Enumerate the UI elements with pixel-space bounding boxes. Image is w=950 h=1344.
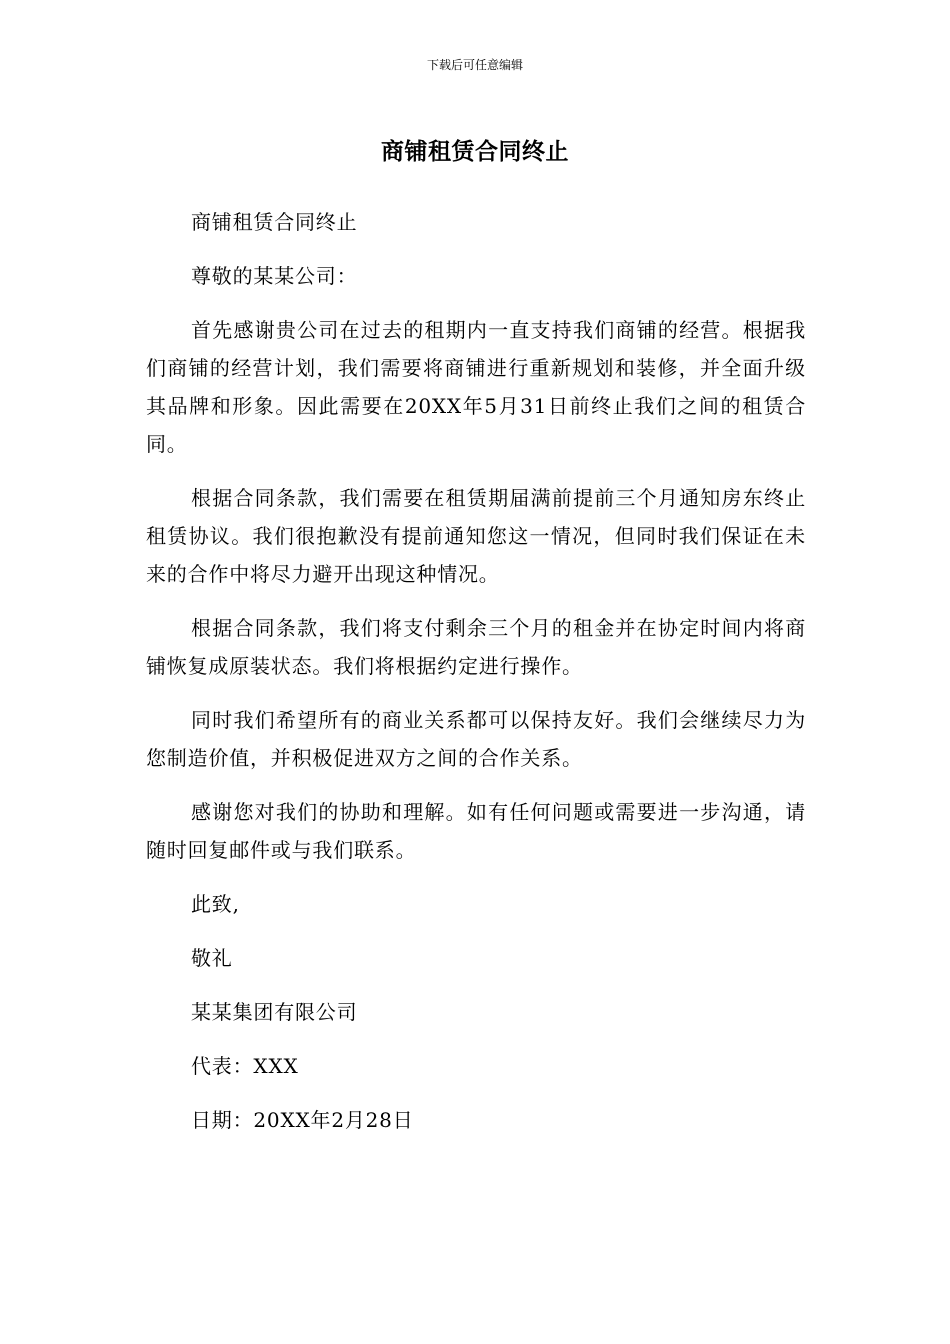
document-subtitle: 商铺租赁合同终止: [191, 210, 358, 234]
body-paragraph: 根据合同条款，我们将支付剩余三个月的租金并在协定时间内将商铺恢复成原装状态。我们将根据约定进行操作。: [146, 616, 806, 678]
document-title: 商铺租赁合同终止: [381, 139, 569, 165]
body-paragraph: 根据合同条款，我们需要在租赁期届满前提前三个月通知房东终止租赁协议。我们很抱歉没有提前通知您这一情况，但同时我们保证在未来的合作中将尽力避开出现这种情况。: [146, 486, 806, 586]
body-paragraph: 感谢您对我们的协助和理解。如有任何问题或需要进一步沟通，请随时回复邮件或与我们联系。: [146, 800, 806, 862]
body-paragraph: 首先感谢贵公司在过去的租期内一直支持我们商铺的经营。根据我们商铺的经营计划，我们需要将商铺进行重新规划和装修，并全面升级其品牌和形象。因此需要在20XX年5月31日前终止我们之间的租赁合同。: [146, 318, 806, 456]
salutation: 尊敬的某某公司：: [191, 264, 358, 288]
body-paragraph: 同时我们希望所有的商业关系都可以保持友好。我们会继续尽力为您制造价值，并积极促进双方之间的合作关系。: [146, 708, 806, 770]
closing-line: 此致,: [191, 892, 240, 916]
closing-regards: 敬礼: [191, 946, 233, 970]
document-body: [146, 203, 806, 1155]
signature-representative: 代表：XXX: [191, 1054, 299, 1078]
header-note: 下载后可任意编辑: [426, 58, 523, 72]
signature-date: 日期：20XX年2月28日: [191, 1108, 414, 1132]
signature-company: 某某集团有限公司: [191, 1000, 358, 1024]
